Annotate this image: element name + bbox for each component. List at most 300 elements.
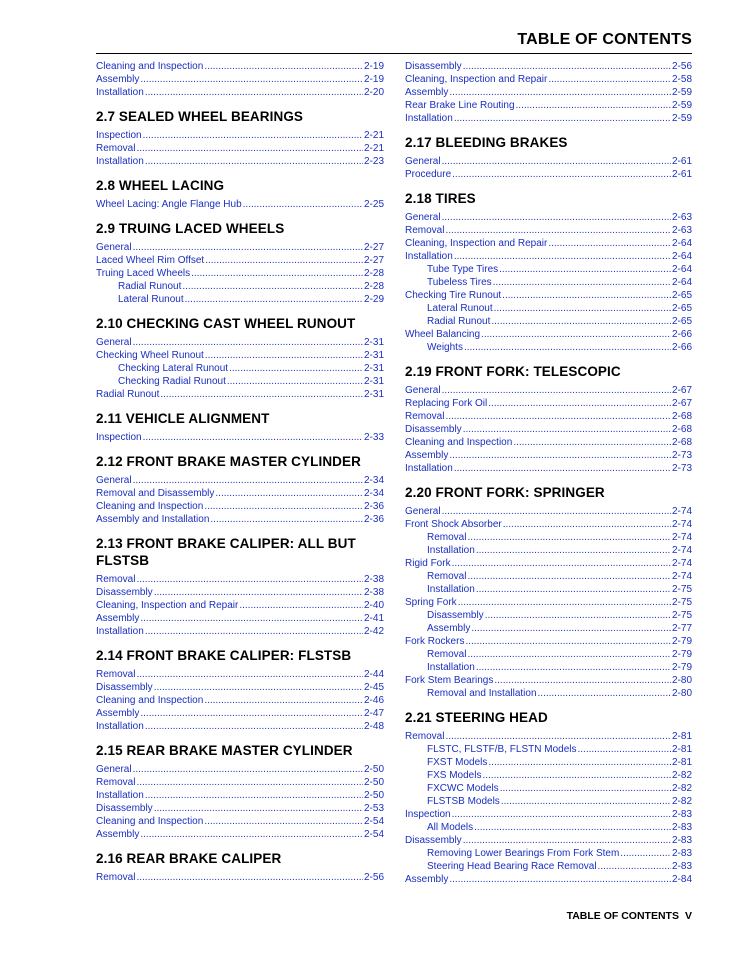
toc-entry-page-number: 2-44 <box>363 669 384 680</box>
toc-entry-link[interactable] <box>405 99 692 112</box>
dot-leader <box>493 276 671 289</box>
toc-entry-page-number: 2-29 <box>363 294 384 305</box>
toc-entry-label: Cleaning and Inspection <box>96 501 204 512</box>
toc-entry-page-number: 2-63 <box>671 225 692 236</box>
toc-entry-label: Disassembly <box>405 61 462 72</box>
page-footer <box>567 910 692 922</box>
toc-entry-link[interactable] <box>405 518 692 531</box>
toc-entry-page-number: 2-68 <box>671 411 692 422</box>
dot-leader <box>140 612 363 625</box>
toc-entry-link[interactable] <box>96 828 384 841</box>
toc-right-column <box>405 60 692 886</box>
dot-leader <box>136 142 363 155</box>
section-heading: 2.19 FRONT FORK: TELESCOPIC <box>405 364 621 379</box>
toc-entry-label: Installation <box>427 662 475 673</box>
toc-entry-link[interactable] <box>405 155 692 168</box>
dot-leader <box>467 531 671 544</box>
toc-entry-label: FXS Models <box>427 770 482 781</box>
toc-entry-label: General <box>405 212 441 223</box>
toc-entry-label: Cleaning and Inspection <box>96 695 204 706</box>
dot-leader <box>136 668 363 681</box>
toc-entry-label: Removing Lower Bearings From Fork Stem <box>427 848 620 859</box>
toc-entry-page-number: 2-83 <box>671 848 692 859</box>
toc-entry-page-number: 2-79 <box>671 636 692 647</box>
toc-entry-page-number: 2-66 <box>671 329 692 340</box>
dot-leader <box>476 583 671 596</box>
toc-entry-label: General <box>405 506 441 517</box>
dot-leader <box>205 349 363 362</box>
toc-entry-label: Procedure <box>405 169 452 180</box>
toc-entry-label: General <box>96 242 132 253</box>
toc-entry-link[interactable] <box>405 462 692 475</box>
section-heading: 2.13 FRONT BRAKE CALIPER: ALL BUT FLSTSB <box>96 536 356 568</box>
dot-leader <box>476 661 671 674</box>
dot-leader <box>442 155 671 168</box>
toc-entry-link[interactable] <box>96 573 384 586</box>
toc-entry-label: Rear Brake Line Routing <box>405 100 515 111</box>
toc-entry-label: Removal <box>96 872 136 883</box>
toc-entry-link[interactable] <box>405 609 692 622</box>
toc-entry-link[interactable] <box>96 129 384 142</box>
toc-entry-link[interactable] <box>96 60 384 73</box>
dot-leader <box>488 397 671 410</box>
dot-leader <box>204 815 363 828</box>
dot-leader <box>471 622 671 635</box>
toc-entry-page-number: 2-65 <box>671 303 692 314</box>
toc-entry-link[interactable] <box>96 431 384 444</box>
toc-entry-page-number: 2-28 <box>363 268 384 279</box>
toc-entry-link[interactable] <box>96 586 384 599</box>
toc-entry-label: Installation <box>427 584 475 595</box>
toc-entry-page-number: 2-59 <box>671 113 692 124</box>
toc-entry-link[interactable] <box>96 599 384 612</box>
toc-entry-page-number: 2-73 <box>671 450 692 461</box>
toc-entry-page-number: 2-67 <box>671 398 692 409</box>
toc-entry-label: Laced Wheel Rim Offset <box>96 255 205 266</box>
toc-entry-link[interactable] <box>405 583 692 596</box>
dot-leader <box>494 302 671 315</box>
dot-leader <box>445 730 671 743</box>
toc-entry-label: Installation <box>405 113 453 124</box>
toc-entry-link[interactable] <box>96 267 384 280</box>
toc-entry-page-number: 2-65 <box>671 316 692 327</box>
dot-leader <box>452 808 671 821</box>
toc-entry-link[interactable] <box>96 625 384 638</box>
toc-entry-link[interactable] <box>96 155 384 168</box>
toc-entry-label: Assembly <box>405 87 449 98</box>
toc-entry-page-number: 2-65 <box>671 290 692 301</box>
toc-entry-page-number: 2-83 <box>671 809 692 820</box>
toc-entry-label: Cleaning and Inspection <box>96 61 204 72</box>
dot-leader <box>215 487 363 500</box>
toc-entry-link[interactable] <box>96 871 384 884</box>
toc-entry-link[interactable] <box>405 237 692 250</box>
toc-entry-label: Assembly <box>96 829 140 840</box>
toc-entry-label: FLSTSB Models <box>427 796 500 807</box>
toc-entry-label: Cleaning and Inspection <box>405 437 513 448</box>
toc-entry-label: Tubeless Tires <box>427 277 492 288</box>
toc-entry-label: Fork Rockers <box>405 636 465 647</box>
dot-leader <box>467 648 671 661</box>
toc-entry-link[interactable] <box>405 661 692 674</box>
toc-entry-label: Rigid Fork <box>405 558 451 569</box>
toc-entry-link[interactable] <box>96 668 384 681</box>
toc-entry-link[interactable] <box>96 388 384 401</box>
toc-entry-page-number: 2-73 <box>671 463 692 474</box>
toc-entry-link[interactable] <box>96 802 384 815</box>
toc-entry-page-number: 2-19 <box>363 61 384 72</box>
toc-entry-link[interactable] <box>96 513 384 526</box>
toc-entry-label: Radial Runout <box>118 281 182 292</box>
toc-entry-page-number: 2-83 <box>671 835 692 846</box>
toc-entry-page-number: 2-74 <box>671 571 692 582</box>
toc-entry-page-number: 2-50 <box>363 790 384 801</box>
toc-entry-page-number: 2-80 <box>671 675 692 686</box>
dot-leader <box>227 375 363 388</box>
toc-entry-link[interactable] <box>96 349 384 362</box>
dot-leader <box>143 129 363 142</box>
toc-entry-link[interactable] <box>405 808 692 821</box>
dot-leader <box>145 625 363 638</box>
dot-leader <box>454 112 671 125</box>
toc-entry-label: Assembly <box>405 874 449 885</box>
toc-entry-page-number: 2-63 <box>671 212 692 223</box>
toc-entry-page-number: 2-75 <box>671 584 692 595</box>
toc-entry-link[interactable] <box>405 250 692 263</box>
dot-leader <box>243 198 363 211</box>
dot-leader <box>454 462 671 475</box>
toc-entry-page-number: 2-36 <box>363 514 384 525</box>
dot-leader <box>229 362 363 375</box>
toc-entry-label: Truing Laced Wheels <box>96 268 191 279</box>
section-heading: 2.12 FRONT BRAKE MASTER CYLINDER <box>96 454 361 469</box>
toc-entry-link[interactable] <box>96 142 384 155</box>
toc-entry-page-number: 2-56 <box>363 872 384 883</box>
toc-entry-link[interactable] <box>405 635 692 648</box>
dot-leader <box>442 211 671 224</box>
dot-leader <box>463 423 671 436</box>
toc-entry-link[interactable] <box>405 60 692 73</box>
dot-leader <box>154 681 363 694</box>
toc-entry-link[interactable] <box>405 531 692 544</box>
toc-entry-link[interactable] <box>96 293 384 306</box>
toc-entry-label: Assembly <box>405 450 449 461</box>
toc-entry-link[interactable] <box>405 73 692 86</box>
toc-entry-page-number: 2-82 <box>671 770 692 781</box>
toc-entry-label: Checking Wheel Runout <box>96 350 204 361</box>
dot-leader <box>474 821 671 834</box>
toc-entry-page-number: 2-77 <box>671 623 692 634</box>
toc-entry-page-number: 2-33 <box>363 432 384 443</box>
dot-leader <box>481 328 671 341</box>
toc-entry-page-number: 2-25 <box>363 199 384 210</box>
toc-entry-link[interactable] <box>96 198 384 211</box>
toc-entry-label: Installation <box>96 721 144 732</box>
dot-leader <box>503 518 671 531</box>
toc-entry-link[interactable] <box>96 500 384 513</box>
toc-entry-page-number: 2-75 <box>671 610 692 621</box>
toc-entry-page-number: 2-74 <box>671 558 692 569</box>
toc-entry-label: Installation <box>96 790 144 801</box>
toc-entry-link[interactable] <box>96 241 384 254</box>
toc-entry-label: Assembly and Installation <box>96 514 210 525</box>
toc-entry-link[interactable] <box>405 86 692 99</box>
toc-entry-link[interactable] <box>405 782 692 795</box>
dot-leader <box>204 60 363 73</box>
toc-entry-label: Removal and Disassembly <box>96 488 215 499</box>
toc-entry-label: Wheel Balancing <box>405 329 481 340</box>
section-heading: 2.14 FRONT BRAKE CALIPER: FLSTSB <box>96 648 352 663</box>
dot-leader <box>145 720 363 733</box>
toc-entry-label: Checking Tire Runout <box>405 290 502 301</box>
dot-leader <box>154 586 363 599</box>
dot-leader <box>140 828 363 841</box>
toc-entry-label: Cleaning, Inspection and Repair <box>405 74 548 85</box>
dot-leader <box>182 280 363 293</box>
toc-entry-label: Installation <box>405 251 453 262</box>
toc-entry-link[interactable] <box>405 276 692 289</box>
dot-leader <box>491 315 671 328</box>
toc-entry-page-number: 2-48 <box>363 721 384 732</box>
toc-entry-page-number: 2-61 <box>671 156 692 167</box>
section-heading: 2.9 TRUING LACED WHEELS <box>96 221 285 236</box>
toc-entry-link[interactable] <box>405 873 692 886</box>
toc-entry-page-number: 2-20 <box>363 87 384 98</box>
dot-leader <box>445 410 671 423</box>
toc-entry-link[interactable] <box>96 681 384 694</box>
toc-entry-label: General <box>96 475 132 486</box>
dot-leader <box>467 570 671 583</box>
toc-entry-label: Removal <box>96 574 136 585</box>
toc-entry-page-number: 2-64 <box>671 277 692 288</box>
dot-leader <box>500 782 671 795</box>
toc-entry-link[interactable] <box>96 763 384 776</box>
toc-entry-label: FXST Models <box>427 757 488 768</box>
toc-entry-link[interactable] <box>405 315 692 328</box>
toc-entry-page-number: 2-74 <box>671 532 692 543</box>
toc-left-column <box>96 60 384 884</box>
toc-entry-page-number: 2-74 <box>671 545 692 556</box>
dot-leader <box>501 795 671 808</box>
dot-leader <box>476 544 671 557</box>
dot-leader <box>140 73 363 86</box>
toc-entry-page-number: 2-80 <box>671 688 692 699</box>
toc-entry-label: General <box>96 764 132 775</box>
toc-entry-label: Tube Type Tires <box>427 264 499 275</box>
toc-entry-link[interactable] <box>405 743 692 756</box>
toc-entry-label: Installation <box>405 463 453 474</box>
toc-entry-page-number: 2-83 <box>671 822 692 833</box>
dot-leader <box>143 431 363 444</box>
dot-leader <box>239 599 363 612</box>
toc-entry-page-number: 2-50 <box>363 777 384 788</box>
toc-entry-link[interactable] <box>405 860 692 873</box>
toc-entry-link[interactable] <box>405 821 692 834</box>
toc-entry-page-number: 2-21 <box>363 143 384 154</box>
toc-entry-label: Assembly <box>427 623 471 634</box>
dot-leader <box>133 763 363 776</box>
dot-leader <box>482 769 671 782</box>
toc-entry-link[interactable] <box>96 815 384 828</box>
toc-entry-label: Assembly <box>96 74 140 85</box>
toc-entry-label: Removal <box>96 143 136 154</box>
toc-entry-link[interactable] <box>405 328 692 341</box>
toc-entry-link[interactable] <box>405 341 692 354</box>
dot-leader <box>145 789 363 802</box>
toc-entry-label: Removal <box>96 669 136 680</box>
toc-entry-label: General <box>96 337 132 348</box>
toc-entry-link[interactable] <box>405 730 692 743</box>
toc-entry-link[interactable] <box>405 289 692 302</box>
dot-leader <box>205 254 363 267</box>
footer-label: TABLE OF CONTENTS <box>566 910 679 922</box>
toc-entry-link[interactable] <box>405 505 692 518</box>
toc-entry-page-number: 2-54 <box>363 816 384 827</box>
toc-entry-label: Weights <box>427 342 463 353</box>
toc-entry-page-number: 2-28 <box>363 281 384 292</box>
toc-entry-label: Installation <box>427 545 475 556</box>
toc-entry-label: Disassembly <box>405 835 462 846</box>
toc-entry-page-number: 2-27 <box>363 242 384 253</box>
toc-entry-link[interactable] <box>405 544 692 557</box>
dot-leader <box>210 513 363 526</box>
section-heading: 2.15 REAR BRAKE MASTER CYLINDER <box>96 743 353 758</box>
toc-entry-link[interactable] <box>96 612 384 625</box>
toc-entry-link[interactable] <box>405 384 692 397</box>
toc-entry-page-number: 2-68 <box>671 437 692 448</box>
section-heading: 2.17 BLEEDING BRAKES <box>405 135 568 150</box>
dot-leader <box>488 756 671 769</box>
toc-entry-page-number: 2-82 <box>671 796 692 807</box>
toc-entry-page-number: 2-67 <box>671 385 692 396</box>
toc-entry-link[interactable] <box>405 769 692 782</box>
toc-entry-link[interactable] <box>96 487 384 500</box>
toc-entry-link[interactable] <box>405 263 692 276</box>
header-divider <box>96 53 692 54</box>
toc-entry-link[interactable] <box>96 375 384 388</box>
toc-entry-link[interactable] <box>405 756 692 769</box>
section-heading: 2.11 VEHICLE ALIGNMENT <box>96 411 270 426</box>
toc-entry-label: Installation <box>96 87 144 98</box>
toc-entry-link[interactable] <box>405 648 692 661</box>
toc-entry-link[interactable] <box>96 280 384 293</box>
toc-entry-label: Removal <box>427 532 467 543</box>
dot-leader <box>136 776 363 789</box>
dot-leader <box>577 743 671 756</box>
toc-entry-label: Radial Runout <box>427 316 491 327</box>
dot-leader <box>454 250 671 263</box>
toc-entry-link[interactable] <box>405 674 692 687</box>
toc-entry-page-number: 2-23 <box>363 156 384 167</box>
toc-entry-label: Fork Stem Bearings <box>405 675 494 686</box>
toc-entry-link[interactable] <box>405 224 692 237</box>
dot-leader <box>133 474 363 487</box>
toc-entry-link[interactable] <box>96 707 384 720</box>
toc-entry-link[interactable] <box>405 834 692 847</box>
toc-entry-label: Wheel Lacing: Angle Flange Hub <box>96 199 242 210</box>
toc-entry-link[interactable] <box>96 336 384 349</box>
toc-entry-link[interactable] <box>96 86 384 99</box>
toc-entry-page-number: 2-81 <box>671 744 692 755</box>
dot-leader <box>445 224 671 237</box>
dot-leader <box>140 707 363 720</box>
toc-entry-link[interactable] <box>405 302 692 315</box>
toc-entry-label: Removal and Installation <box>427 688 537 699</box>
toc-entry-page-number: 2-34 <box>363 488 384 499</box>
toc-entry-label: Cleaning and Inspection <box>96 816 204 827</box>
section-heading: 2.18 TIRES <box>405 191 476 206</box>
toc-entry-link[interactable] <box>96 474 384 487</box>
toc-entry-page-number: 2-84 <box>671 874 692 885</box>
toc-entry-label: General <box>405 385 441 396</box>
toc-entry-label: Inspection <box>96 432 142 443</box>
toc-entry-link[interactable] <box>405 410 692 423</box>
toc-entry-link[interactable] <box>405 570 692 583</box>
dot-leader <box>452 168 671 181</box>
dot-leader <box>502 289 671 302</box>
toc-entry-link[interactable] <box>405 211 692 224</box>
toc-entry-link[interactable] <box>405 397 692 410</box>
dot-leader <box>133 336 363 349</box>
toc-entry-label: Inspection <box>96 130 142 141</box>
toc-entry-label: FLSTC, FLSTF/B, FLSTN Models <box>427 744 577 755</box>
toc-entry-label: Disassembly <box>405 424 462 435</box>
dot-leader <box>458 596 671 609</box>
toc-entry-page-number: 2-31 <box>363 389 384 400</box>
toc-entry-label: Removal <box>427 649 467 660</box>
toc-entry-link[interactable] <box>405 622 692 635</box>
toc-entry-page-number: 2-64 <box>671 238 692 249</box>
toc-entry-link[interactable] <box>405 423 692 436</box>
toc-entry-link[interactable] <box>405 112 692 125</box>
toc-entry-page-number: 2-21 <box>363 130 384 141</box>
dot-leader <box>160 388 363 401</box>
toc-entry-page-number: 2-74 <box>671 519 692 530</box>
dot-leader <box>136 573 363 586</box>
toc-entry-link[interactable] <box>96 362 384 375</box>
toc-entry-link[interactable] <box>96 73 384 86</box>
toc-entry-link[interactable] <box>405 436 692 449</box>
toc-entry-label: Removal <box>96 777 136 788</box>
dot-leader <box>465 635 671 648</box>
toc-entry-link[interactable] <box>405 687 692 700</box>
toc-entry-label: Removal <box>427 571 467 582</box>
toc-entry-page-number: 2-40 <box>363 600 384 611</box>
toc-entry-link[interactable] <box>96 254 384 267</box>
toc-entry-link[interactable] <box>405 847 692 860</box>
dot-leader <box>185 293 363 306</box>
toc-entry-page-number: 2-46 <box>363 695 384 706</box>
toc-entry-page-number: 2-61 <box>671 169 692 180</box>
toc-entry-link[interactable] <box>405 168 692 181</box>
dot-leader <box>538 687 671 700</box>
toc-entry-link[interactable] <box>405 596 692 609</box>
toc-entry-link[interactable] <box>405 795 692 808</box>
dot-leader <box>463 834 671 847</box>
toc-entry-link[interactable] <box>96 694 384 707</box>
toc-entry-page-number: 2-74 <box>671 506 692 517</box>
dot-leader <box>136 871 363 884</box>
toc-entry-link[interactable] <box>96 720 384 733</box>
toc-entry-link[interactable] <box>96 776 384 789</box>
toc-entry-page-number: 2-58 <box>671 74 692 85</box>
toc-entry-link[interactable] <box>405 557 692 570</box>
toc-entry-link[interactable] <box>96 789 384 802</box>
toc-entry-page-number: 2-75 <box>671 597 692 608</box>
toc-entry-label: Removal <box>405 225 445 236</box>
toc-entry-link[interactable] <box>405 449 692 462</box>
toc-entry-label: Front Shock Absorber <box>405 519 502 530</box>
